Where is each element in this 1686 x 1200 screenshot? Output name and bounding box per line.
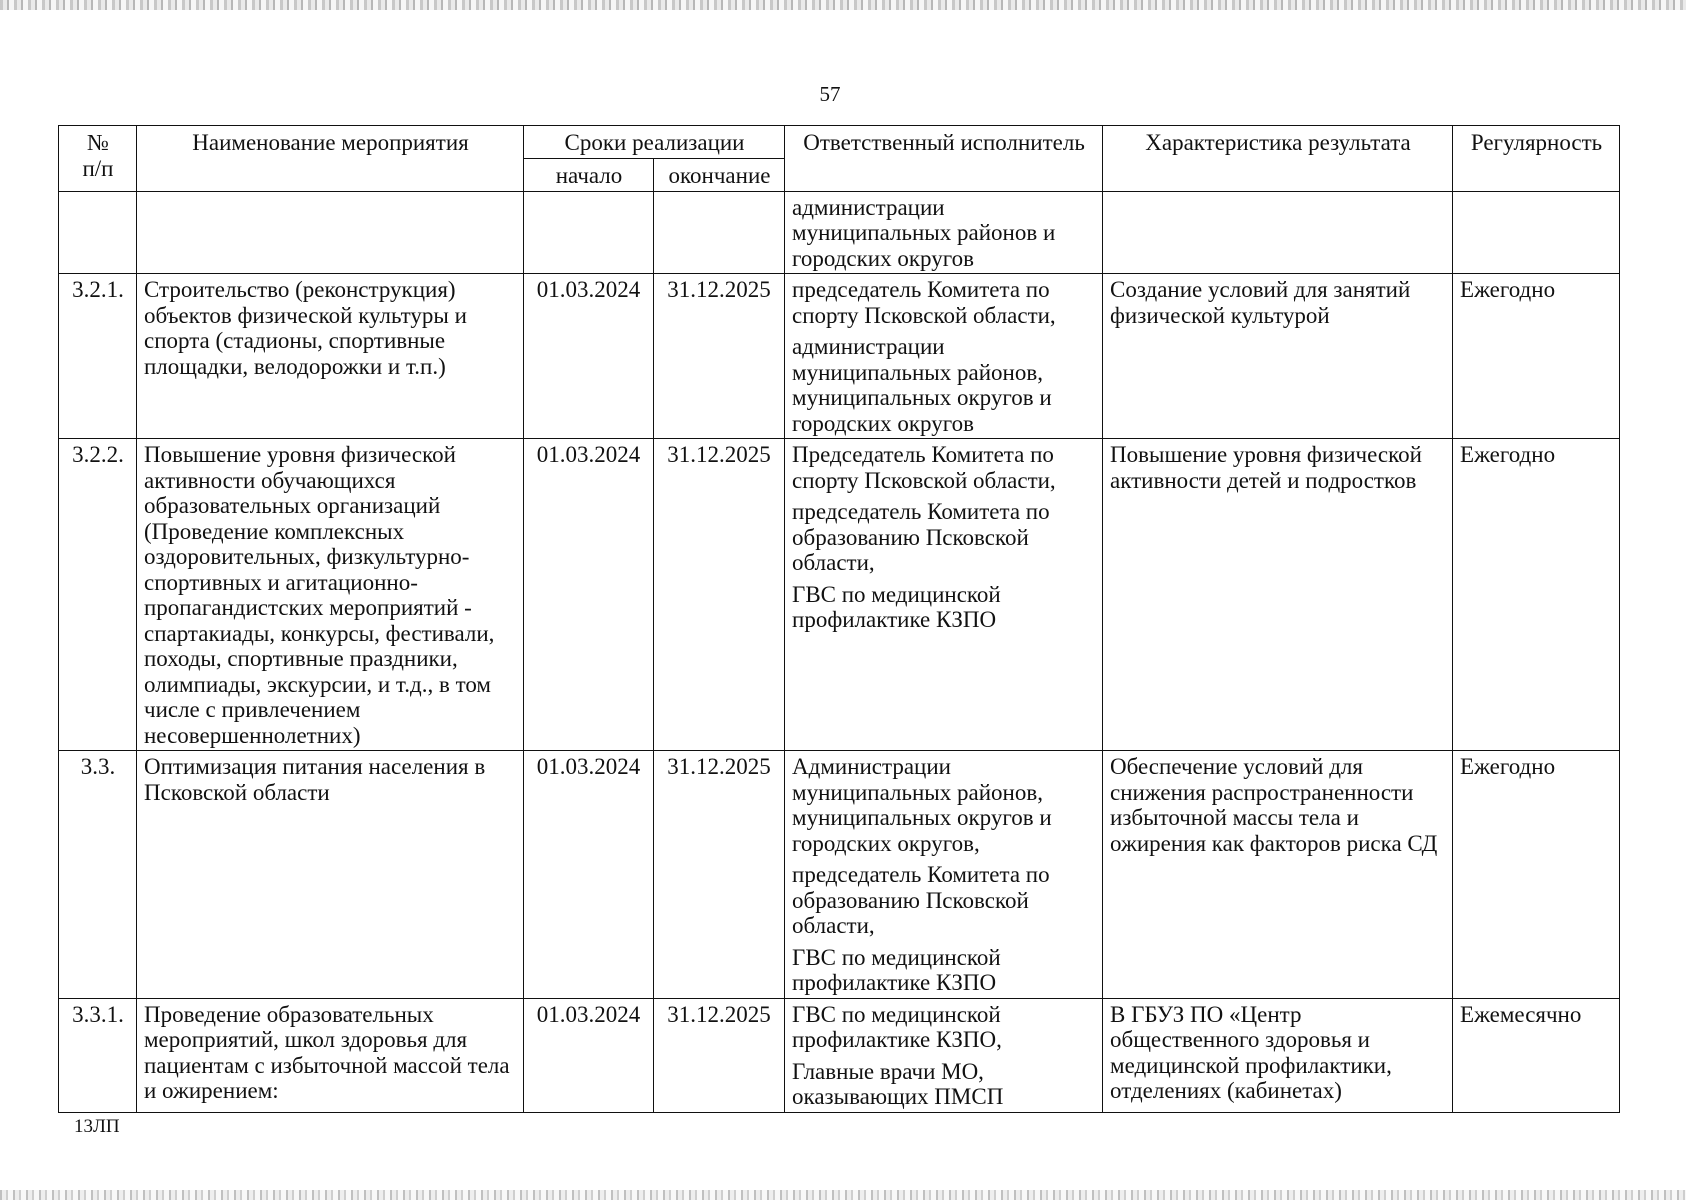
responsible-entry: администрации муниципальных районов и городских округов [792, 194, 1056, 271]
header-responsible: Ответственный исполнитель [785, 126, 1103, 192]
row-responsible [785, 191, 1103, 274]
table-row [59, 751, 1620, 999]
row-activity-name: Оптимизация питания населения в Псковской области [137, 751, 524, 999]
row-regularity [1453, 191, 1620, 274]
header-end: окончание [654, 159, 785, 192]
responsible-entry: ГВС по медицинской профилактике КЗПО [792, 581, 1001, 632]
row-number [59, 191, 137, 274]
row-responsible [785, 998, 1103, 1112]
row-number: 3.3. [59, 751, 137, 999]
row-number: 3.3.1. [59, 998, 137, 1112]
page-number: 57 [819, 82, 841, 106]
row-regularity: Ежемесячно [1453, 998, 1620, 1112]
responsible-entry: председатель Комитета по образованию Псковской области, [792, 862, 1050, 938]
row-responsible [785, 439, 1103, 751]
row-end-date: 31.12.2025 [654, 274, 785, 439]
scan-edge-top [0, 0, 1686, 10]
row-responsible [785, 751, 1103, 999]
row-start-date: 01.03.2024 [524, 998, 654, 1112]
scan-edge-bottom [0, 1190, 1686, 1200]
row-activity-name: Строительство (реконструкция) объектов физической культуры и спорта (стадионы, спортивные площадки, велодорожки и т.п.) [137, 274, 524, 439]
table-row [59, 998, 1620, 1112]
header-number-abbr: п/п [82, 155, 114, 181]
table-row [59, 274, 1620, 439]
document-code: 13ЛП [74, 1116, 120, 1137]
header-row [59, 126, 1620, 159]
row-regularity: Ежегодно [1453, 751, 1620, 999]
row-start-date [524, 191, 654, 274]
header-result: Характеристика результата [1103, 126, 1453, 192]
row-number: 3.2.2. [59, 439, 137, 751]
header-start: начало [524, 159, 654, 192]
responsible-entry: ГВС по медицинской профилактике КЗПО, [792, 1001, 1002, 1052]
row-regularity: Ежегодно [1453, 274, 1620, 439]
responsible-entry: Администрации муниципальных районов, муниципальных округов и городских округов, [792, 754, 1052, 856]
row-result: Создание условий для занятий физической культурой [1103, 274, 1453, 439]
row-start-date: 01.03.2024 [524, 751, 654, 999]
row-responsible [785, 274, 1103, 439]
row-result: В ГБУЗ ПО «Центр общественного здоровья и медицинской профилактики, отделениях (кабинетах) [1103, 998, 1453, 1112]
row-end-date: 31.12.2025 [654, 998, 785, 1112]
row-end-date [654, 191, 785, 274]
row-regularity: Ежегодно [1453, 439, 1620, 751]
responsible-entry: администрации муниципальных районов, муниципальных округов и городских округов [792, 334, 1052, 436]
row-end-date: 31.12.2025 [654, 439, 785, 751]
table-row [59, 439, 1620, 751]
responsible-entry: председатель Комитета по образованию Псковской области, [792, 499, 1050, 575]
row-start-date: 01.03.2024 [524, 439, 654, 751]
responsible-entry: ГВС по медицинской профилактике КЗПО [792, 944, 1001, 995]
row-end-date: 31.12.2025 [654, 751, 785, 999]
responsible-entry: Председатель Комитета по спорту Псковской области, [792, 442, 1056, 493]
header-number-symbol: № [87, 130, 109, 155]
header-regularity: Регулярность [1453, 126, 1620, 192]
row-number: 3.2.1. [59, 274, 137, 439]
header-period: Сроки реализации [524, 126, 785, 159]
table-row [59, 191, 1620, 274]
responsible-entry: Главные врачи МО, оказывающих ПМСП [792, 1058, 1004, 1109]
row-activity-name: Повышение уровня физической активности обучающихся образовательных организаций (Проведение комплексных оздоровительных, физкультурно-спортивных и агитационно-пропагандистских мероприятий - спартакиады, конкурсы, фестивали, походы, спортивные праздники, олимпиады, экскурсии, и т.д., в том числе с привлечением несовершеннолетних) [137, 439, 524, 751]
row-activity-name: Проведение образовательных мероприятий, школ здоровья для пациентам с избыточной массой тела и ожирением: [137, 998, 524, 1112]
activities-table [58, 125, 1620, 1113]
responsible-entry: председатель Комитета по спорту Псковской области, [792, 277, 1056, 328]
header-activity-name: Наименование мероприятия [137, 126, 524, 192]
row-result: Повышение уровня физической активности детей и подростков [1103, 439, 1453, 751]
row-result [1103, 191, 1453, 274]
row-start-date: 01.03.2024 [524, 274, 654, 439]
header-number [59, 126, 137, 192]
row-result: Обеспечение условий для снижения распространенности избыточной массы тела и ожирения как факторов риска СД [1103, 751, 1453, 999]
row-activity-name [137, 191, 524, 274]
